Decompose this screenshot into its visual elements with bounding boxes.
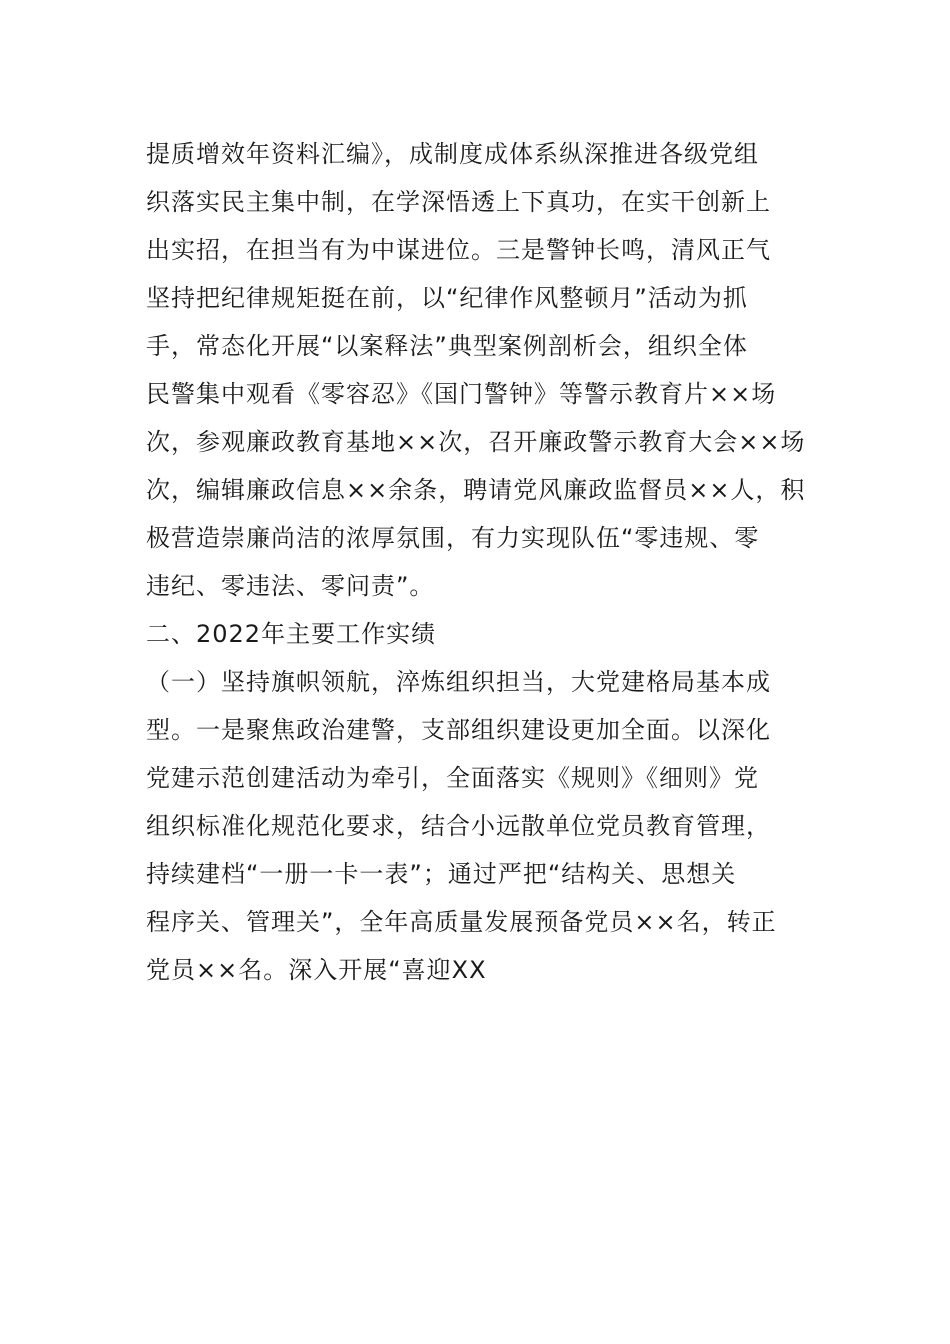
body-text (146, 130, 808, 994)
text-line-6: 民警集中观看《零容忍》《国门警钟》等警示教育片××场 (146, 380, 777, 408)
text-line-17: 程序关、管理关”，全年高质量发展预备党员××名，转正 (146, 908, 777, 936)
text-line-9: 极营造崇廉尚洁的浓厚氛围，有力实现队伍“零违规、零 (146, 524, 760, 552)
text-line-10: 违纪、零违法、零问责”。 (146, 572, 435, 600)
text-line-5: 手，常态化开展“以案释法”典型案例剖析会，组织全体 (146, 332, 748, 360)
text-line-15: 组织标准化规范化要求，结合小远散单位党员教育管理， (146, 812, 771, 840)
text-line-7: 次，参观廉政教育基地××次，召开廉政警示教育大会××场 (146, 428, 806, 456)
text-line-3: 出实招，在担当有为中谋进位。三是警钟长鸣，清风正气 (146, 236, 771, 264)
text-line-4: 坚持把纪律规矩挺在前，以“纪律作风整顿月”活动为抓 (146, 284, 748, 312)
section-heading: 二、2022年主要工作实绩 (146, 620, 437, 648)
text-line-12: （一）坚持旗帜领航，淬炼组织担当，大党建格局基本成 (146, 668, 771, 696)
text-line-1: 提质增效年资料汇编》，成制度成体系纵深推进各级党组 (146, 140, 759, 168)
text-line-13: 型。一是聚焦政治建警，支部组织建设更加全面。以深化 (146, 716, 771, 744)
text-line-8: 次，编辑廉政信息××余条，聘请党风廉政监督员××人，积 (146, 476, 806, 504)
text-line-14: 党建示范创建活动为牵引，全面落实《规则》《细则》党 (146, 764, 759, 792)
text-line-2: 织落实民主集中制，在学深悟透上下真功，在实干创新上 (146, 188, 771, 216)
text-line-18: 党员××名。深入开展“喜迎XX (146, 956, 487, 984)
text-line-16: 持续建档“一册一卡一表”；通过严把“结构关、思想关 (146, 860, 737, 888)
